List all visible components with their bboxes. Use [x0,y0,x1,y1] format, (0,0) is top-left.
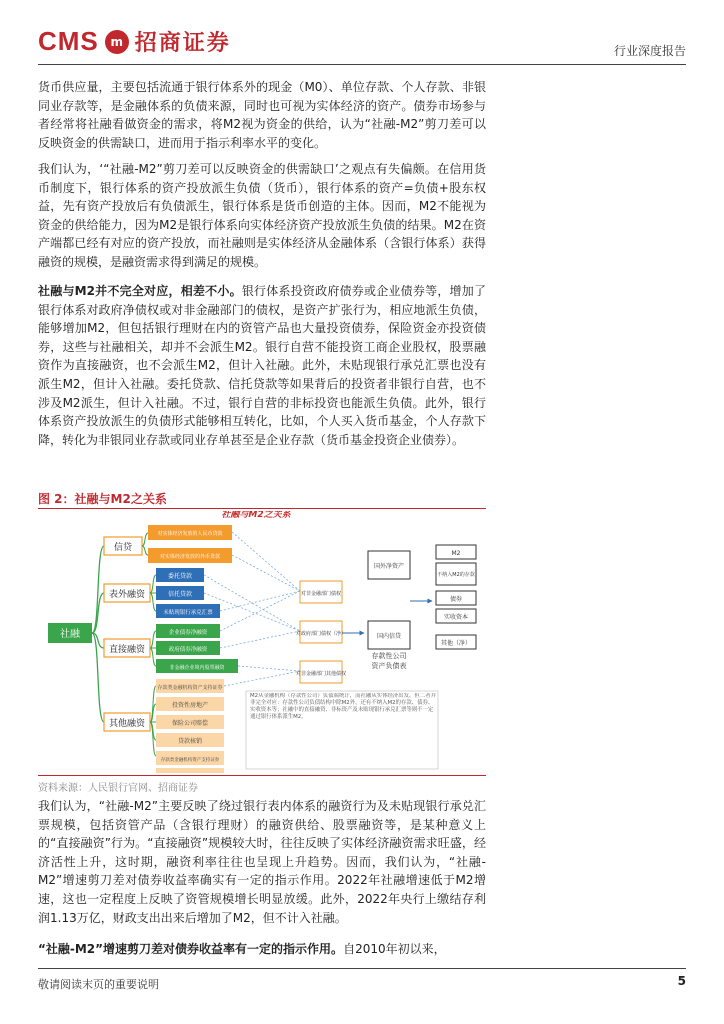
liability-label: 不纳入M2的存款 [437,572,475,578]
middle-boxes [296,581,346,683]
middle-box-label: 对非金融部门债权 [300,591,342,597]
paragraph-1: 货币供应量，主要包括流通于银行体系外的现金（M0）、单位存款、个人存款、非银同业存款等，是金融体系的负债来源，同时也可视为实体经济的资产。债券市场参与者经常将社融看做资金的需求，将M2视为资金的供给，认为“社融-M2”剪刀差可以反映资金的供需缺口，进而用于指示利率水平的变化。 [38,80,486,150]
leaf-label: 保险公司赔偿 [171,720,209,727]
offbalance-leaves [156,568,220,618]
group-label: 信贷 [113,543,133,553]
diagram-title: 社融与M2之关系 [221,511,291,520]
leaf-label: 贷款核销 [177,738,203,745]
paragraph-4: 我们认为，“社融-M2”主要反映了绕过银行表内体系的融资行为及未贴现银行承兑汇票规模，包括资管产品（含银行理财）的融资供给、股票融资等，是某种意义上的“直接融资”行为。“直接融资”规模较大时，往往反映了实体经济融资需求旺盛，经济活性上升，这时期，融资利率往往也呈现上升趋势。因而，我们认为，“社融-M2”增速剪刀差对债券收益率确实有一定的指示作用。2022年社融增速低于M2增速，这也一定程度上反映了资管规模增长明显放缓。此外，2022年央行上缴结存利润1.13万亿，财政支出出来后增加了M2，但不计入社融。 [38,799,486,925]
logo-chinese: 招商证券 [134,31,231,56]
liability-label: M2 [451,550,461,557]
leaf-label: 政府债券净融资 [168,647,208,653]
liability-label: 实收资本 [443,614,469,621]
leaf-box [156,768,224,773]
root-label: 社融 [60,629,80,640]
paragraph-3 [38,282,486,449]
leaf-branch [150,575,156,593]
logo-latin: CMS [38,26,99,56]
leaf-label: 投资性房地产 [171,702,209,709]
group-direct [104,639,150,657]
direct-leaves [156,624,238,673]
liability-boxes [436,545,476,649]
right-caption-2: 资产负债表 [371,662,407,670]
branch-other [92,633,104,722]
right-caption-1: 存款性公司 [371,652,407,660]
leaf-label: 企业债券净融资 [168,630,208,636]
social-financing-m2-diagram [38,511,486,773]
note-text: M2从金融机构（存款性公司）负债端统计，而社融从实体经济出发，但二者并非完全对应：存款性公司负债结构中除M2外，还有不纳入M2的存款、债券、实收资本等；社融中的直接融资、非标资产及未贴现银行承兑汇票等则不一定通过银行体系派生M2。 [250,693,436,720]
group-offbalance [104,584,150,602]
paragraph-5 [38,940,486,959]
diagram-note [246,691,438,769]
paragraph-2: 我们认为，‘“社融-M2”剪刀差可以反映资金的供需缺口’之观点有失偏颇。在信用货币制度下，银行体系的资产投放派生负债（货币），银行体系的资产=负债+股东权益，先有资产投放后有负债派生，银行体系是货币创造的主体。因而，M2不能视为资金的供给能力，因为M2是银行体系向实体经济资产投放派生负债的结果。M2在资产端都已经有对应的资产投放，而社融则是实体经济从金融体系（含银行体系）获得融资的规模，是融资需求得到满足的规模。 [38,162,486,269]
asset-box-label: 国外净资产 [373,563,405,570]
liability-label: 债券 [449,596,463,603]
asset-box-label: 国内信贷 [376,633,402,640]
leaf-branch [142,533,148,546]
figure-title: 图 2：社融与M2之关系 [38,492,167,506]
credit-leaves [148,525,232,563]
middle-box-label: 对政府部门债权（净） [295,631,347,637]
footer-disclaimer: 敬请阅读末页的重要说明 [38,978,159,991]
leaf-label: 存款类金融机构资产支持证券 [157,685,223,691]
logo-mark-icon: m [105,30,129,54]
leaf-branch [150,631,156,648]
figure-title-divider [38,508,486,509]
root-branches [92,546,104,722]
source-divider [38,775,486,776]
paragraph-5-body: 自2010年初以来， [343,942,446,956]
note-text-container [250,693,436,767]
branch-credit [92,546,104,633]
figure-source: 资料来源：人民银行官网、招商证券 [38,783,198,794]
leaf-branch [150,648,156,666]
group-credit [104,537,142,555]
leaf-label: 非金融企业境内股票融资 [169,665,225,671]
group-other [104,713,150,731]
group-label: 直接融资 [108,645,146,655]
paragraph-3-body: 银行体系投资政府债券或企业债券等，增加了银行体系对政府净债权或对非金融部门的债权，是资产扩张行为，相应地派生负债，能够增加M2，但包括银行理财在内的资管产品也大量投资债券，保险资金亦投资债券，这些与社融相关，却并不会派生M2。银行自营不能投资工商企业股权，股票融资作为直接融资，也不会派生M2，但计入社融。此外，未贴现银行承兑汇票也没有派生M2，但计入社融。委托贷款、信托贷款等如果背后的投资者非银行自营，也不涉及M2派生，但计入社融。不过，银行自营的非标投资也能派生负债。此外，银行体系资产投放派生的负债形式能够相互转化，比如，个人买入货币基金，个人存款下降，转化为非银同业存款或同业存单甚至是企业存款（货币基金投资企业债券）。 [38,284,486,447]
liability-label: 其他（净） [440,640,472,647]
leaf-label: 存款类金融机构资产支持证券 [160,758,220,763]
leaf-branch [142,546,148,555]
footer-divider [38,968,686,969]
group-label: 表外融资 [108,590,146,600]
page-number: 5 [677,974,686,988]
header-divider [38,64,686,65]
page-header [0,0,724,72]
paragraph-5-lead: “社融-M2”增速剪刀差对债券收益率有一定的指示作用。 [38,942,344,956]
leaf-branch [150,593,156,611]
leaf-label: 对实体经济发放的人民币贷款 [157,531,223,537]
other-leaves [156,679,224,773]
leaf-label: 信托贷款 [167,591,193,598]
company-logo [38,26,231,57]
middle-box-label: 对非金融部门其他债权 [295,671,347,677]
asset-boxes [368,551,410,670]
leaf-label: 对实体经济发放的外币贷款 [159,554,221,560]
leaf-label: 未贴现银行承兑汇票 [163,610,213,616]
document-type: 行业深度报告 [613,44,686,58]
group-label: 其他融资 [108,719,146,729]
leaf-label: 委托贷款 [167,573,193,580]
paragraph-3-lead: 社融与M2并不完全对应，相差不小。 [38,284,242,298]
